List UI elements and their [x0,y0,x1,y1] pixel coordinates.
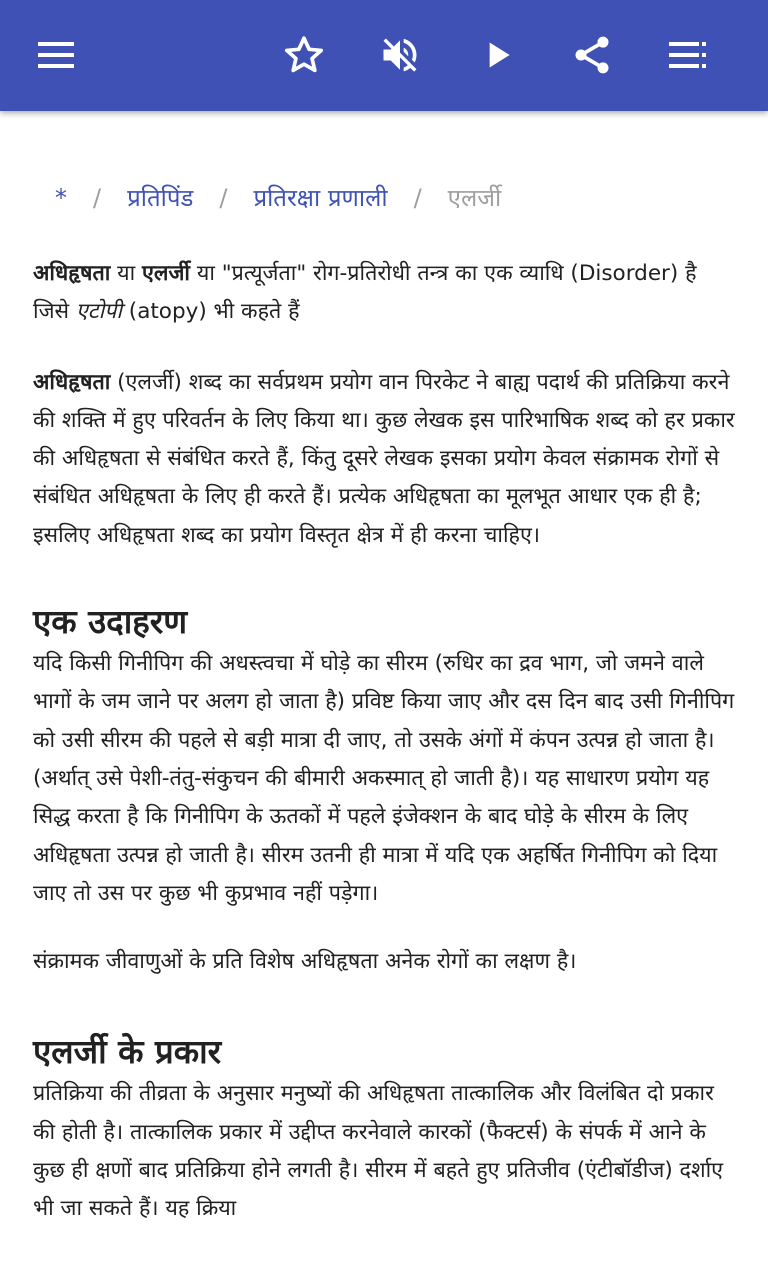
bookmark-button[interactable] [276,27,332,83]
bold-term: एलर्जी [142,261,191,286]
list-more-icon [667,34,709,76]
text-span: (एलर्जी) शब्द का सर्वप्रथम प्रयोग वान पिरकेट ने बाह्य पदार्थ की प्रतिक्रिया करने की शक्ति में हुए परिवर्तन के लिए किया था। कुछ लेखक इस पारिभाषिक शब्द को हर प्रकार की अधिहृषता से संबंधित करते हैं, किंतु दूसरे लेखक इसका प्रयोग केवल संक्रामक रोगों से संबंधित अधिहृषता के लिए ही करते हैं। प्रत्येक अधिहृषता का मूलभूत आधार एक ही है; इसलिए अधिहृषता शब्द का प्रयोग विस्तृत क्षेत्र में ही करना चाहिए। [33,369,735,548]
volume-off-icon [378,33,422,77]
text-span: या "प्रत्यूर्जता" रोग-प्रतिरोधी तन्त्र का एक व्याधि (Disorder) है जिसे [33,261,697,325]
breadcrumb-separator: / [219,184,228,212]
types-paragraph: प्रतिक्रिया की तीव्रता के अनुसार मनुष्यों की अधिहृषता तात्कालिक और विलंबित दो प्रकार की होती है। तात्कालिक प्रकार में उद्दीप्त करनेवाले कारकों (फैक्टर्स) के संपर्क में आने के कुछ ही क्षणों बाद प्रतिक्रिया होने लगती है। सीरम में बहते हुए प्रतिजीव (एंटीबॉडीज) दर्शाए भी जा सकते हैं। यह क्रिया [33,1081,724,1222]
text-span: या [110,261,143,286]
breadcrumb-link-immune-system[interactable]: प्रतिरक्षा प्रणाली [253,184,388,212]
definition-paragraph [33,364,738,555]
breadcrumb [33,178,738,218]
text-span: (atopy) भी कहते हैं [121,299,300,325]
infection-paragraph: संक्रामक जीवाणुओं के प्रति विशेष अधिहृषता अनेक रोगों का लक्षण है। [33,949,577,975]
bold-term: अधिहृषता [33,261,111,286]
play-icon [478,35,518,75]
bold-term: अधिहृषता [33,369,111,395]
section-heading-example: एक उदाहरण [33,602,188,642]
breadcrumb-current: एलर्जी [447,184,502,212]
breadcrumb-home-link[interactable]: * [55,184,67,212]
italic-term: एटोपी [75,299,122,325]
example-paragraph: यदि किसी गिनीपिग की अधस्त्वचा में घोड़े का सीरम (रुधिर का द्रव भाग, जो जमने वाले भागों के जम जाने पर अलग हो जाता है) प्रविष्ट किया जाए और दस दिन बाद उसी गिनीपिग को उसी सीरम की पहले से बड़ी मात्रा दी जाए, तो उसके अंगों में कंपन उत्पन्न हो जाता है। (अर्थात् उसे पेशी-तंतु-संकुचन की बीमारी अकस्मात् हो जाती है)। यह साधारण प्रयोग यह सिद्ध करता है कि गिनीपिग के ऊतकों में पहले इंजेक्शन के बाद घोड़े के सीरम के लिए अधिहृषता उत्पन्न हो जाती है। सीरम उतनी ही मात्रा में यदि एक अहर्षित गिनीपिग को दिया जाए तो उस पर कुछ भी कुप्रभाव नहीं पड़ेगा। [33,651,735,906]
article-content [33,140,738,1229]
intro-paragraph [33,255,738,332]
contents-button[interactable] [660,27,716,83]
mute-button[interactable] [372,27,428,83]
breadcrumb-link-antibody[interactable]: प्रतिपिंड [127,184,194,212]
section-heading-types: एलर्जी के प्रकार [33,1032,222,1072]
play-button[interactable] [470,27,526,83]
share-icon [570,33,614,77]
menu-icon [36,35,76,75]
breadcrumb-separator: / [93,184,102,212]
menu-button[interactable] [28,27,84,83]
share-button[interactable] [564,27,620,83]
star-outline-icon [282,33,326,77]
breadcrumb-separator: / [413,184,422,212]
app-toolbar [0,0,768,111]
